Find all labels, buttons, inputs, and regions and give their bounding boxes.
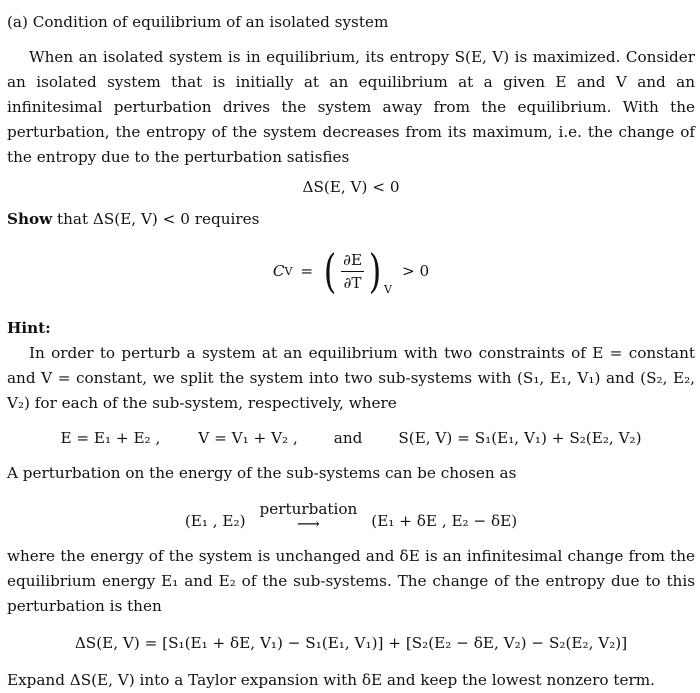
unperturbed-energies: (E₁ , E₂) — [184, 512, 246, 530]
perturbed-energies: (E₁ + δE , E₂ − δE) — [371, 512, 518, 530]
entropy-change-equation: ΔS(E, V) = [S₁(E₁ + δE, V₁) − S₁(E₁, V₁)] + [S₂(E₂ − δE, V₂) − S₂(E₂, V₂)] — [74, 634, 628, 652]
section-heading: (a) Condition of equilibrium of an isolated system — [7, 13, 389, 31]
perturbation-intro: A perturbation on the energy of the sub-systems can be chosen as — [7, 464, 517, 482]
positive-condition: > 0 — [401, 261, 430, 280]
and-word: and — [333, 429, 363, 447]
show-statement-text: that ΔS(E, V) < 0 requires — [52, 210, 260, 228]
intro-paragraph: When an isolated system is in equilibrium, its entropy S(E, V) is maximized. Consider an isolated system that is initially at an equilibrium at a given E and V and an infinitesimal perturbation drives the system away from the equilibrium. With the perturbation, the entropy of the system decreases from its maximum, i.e. the change of the entropy due to the perturbation satisfies — [7, 48, 695, 166]
where-paragraph: where the energy of the system is unchanged and δE is an infinitesimal change from the equilibrium energy E₁ and E₂ of the sub-systems. The change of the entropy due to this perturbation is then — [7, 547, 695, 615]
arrow-icon: ⟶ — [296, 514, 320, 533]
subsystem-relations-equation — [7, 426, 695, 451]
final-instruction: Expand ΔS(E, V) into a Taylor expansion with δE and keep the lowest nonzero term. — [7, 671, 655, 689]
show-statement — [7, 207, 695, 232]
heat-capacity-symbol: C — [272, 261, 285, 280]
problem-document — [7, 10, 695, 693]
fraction-denominator: ∂T — [343, 273, 362, 292]
perturbation-arrow — [259, 500, 358, 533]
entropy-inequality-equation: ΔS(E, V) < 0 — [302, 178, 400, 196]
derivative-subscript: V — [384, 282, 392, 296]
heat-capacity-equation — [7, 234, 695, 308]
perturbation-label: perturbation — [259, 500, 358, 518]
heat-capacity-subscript: V — [284, 264, 293, 278]
entropy-sum: S(E, V) = S₁(E₁, V₁) + S₂(E₂, V₂) — [398, 429, 642, 447]
perturbation-mapping-equation — [7, 494, 695, 534]
energy-sum: E = E₁ + E₂ , — [60, 429, 161, 447]
show-word: Show — [7, 210, 53, 228]
fraction-numerator: ∂E — [341, 250, 364, 272]
right-paren: ) — [368, 244, 382, 298]
hint-paragraph: In order to perturb a system at an equilibrium with two constraints of E = constant and V = constant, we split the system into two sub-systems with (S₁, E₁, V₁) and (S₂, E₂, V₂) for each of the sub-system, respectively, where — [7, 344, 695, 412]
partial-derivative-fraction — [341, 250, 364, 293]
hint-title: Hint: — [7, 319, 51, 337]
volume-sum: V = V₁ + V₂ , — [198, 429, 298, 447]
left-paren: ( — [323, 244, 337, 298]
equals-sign: = — [300, 261, 314, 280]
